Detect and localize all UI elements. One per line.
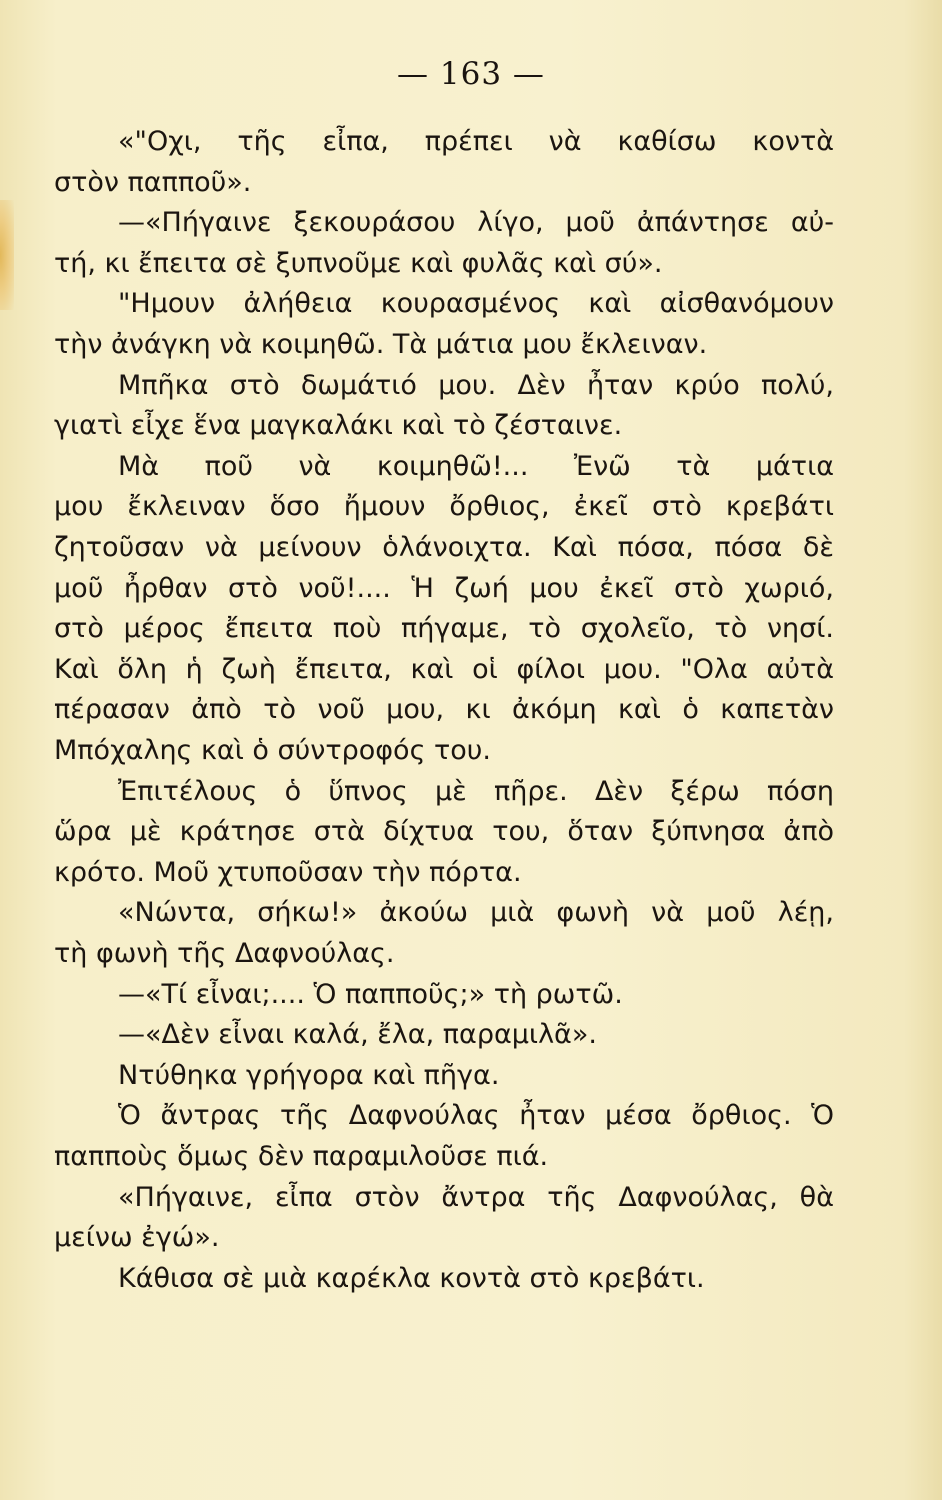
text-line: τὴν ἀνάγκη νὰ κοιμηθῶ. Τὰ μάτια μου ἔκλειναν. (54, 329, 708, 360)
text-line: —«Πήγαινε ξεκουράσου λίγο, μοῦ ἀπάντησε αὐ- (118, 207, 834, 239)
text-line: Μπῆκα στὸ δωμάτιό μου. Δὲν ἦταν κρύο πολύ, (118, 369, 834, 401)
page-edge-stain (0, 200, 14, 310)
text-line: ὥρα μὲ κράτησε στὰ δίχτυα του, ὅταν ξύπνησα ἀπὸ (54, 816, 834, 848)
text-line: παπποὺς ὅμως δὲν παραμιλοῦσε πιά. (54, 1141, 549, 1172)
text-line: Κάθισα σὲ μιὰ καρέκλα κοντὰ στὸ κρεβάτι. (118, 1262, 705, 1294)
text-line: μείνω ἐγώ». (54, 1222, 220, 1254)
text-line: Ντύθηκα γρήγορα καὶ πῆγα. (118, 1059, 500, 1091)
text-line: ζητοῦσαν νὰ μείνουν ὁλάνοιχτα. Καὶ πόσα, πόσα δὲ (54, 532, 834, 563)
text-line: τὴ φωνὴ τῆς Δαφνούλας. (54, 938, 395, 969)
text-line: «"Οχι, τῆς εἶπα, πρέπει νὰ καθίσω κοντὰ (118, 126, 834, 157)
text-line: μοῦ ἦρθαν στὸ νοῦ!.... Ἡ ζωή μου ἐκεῖ στὸ χωριό, (54, 572, 834, 604)
text-line: Καὶ ὅλη ἡ ζωὴ ἔπειτα, καὶ οἱ φίλοι μου. "Ολα αὐτὰ (54, 653, 834, 685)
text-line: —«Δὲν εἶναι καλά, ἔλα, παραμιλᾶ». (118, 1019, 597, 1051)
text-line: τή, κι ἔπειτα σὲ ξυπνοῦμε καὶ φυλᾶς καὶ σύ». (54, 247, 663, 279)
text-line: "Ημουν ἀλήθεια κουρασμένος καὶ αἰσθανόμουν (118, 288, 834, 320)
text-line: στὸ μέρος ἔπειτα ποὺ πήγαμε, τὸ σχολεῖο, τὸ νησί. (54, 613, 834, 645)
text-line: γιατὶ εἶχε ἕνα μαγκαλάκι καὶ τὸ ζέσταινε. (54, 410, 623, 442)
text-line: «Νώντα, σήκω!» ἀκούω μιὰ φωνὴ νὰ μοῦ λέῃ, (118, 897, 834, 929)
text-line: —«Τί εἶναι;.... Ὁ παπποῦς;» τὴ ρωτῶ. (118, 978, 623, 1010)
text-line: πέρασαν ἀπὸ τὸ νοῦ μου, κι ἀκόμη καὶ ὁ καπετὰν (54, 694, 834, 726)
text-line: Ὁ ἄντρας τῆς Δαφνούλας ἦταν μέσα ὄρθιος. Ὁ (118, 1100, 834, 1132)
text-line: μου ἔκλειναν ὅσο ἤμουν ὄρθιος, ἐκεῖ στὸ κρεβάτι (54, 491, 834, 523)
text-line: κρότο. Μοῦ χτυποῦσαν τὴν πόρτα. (54, 856, 522, 888)
text-line: «Πήγαινε, εἶπα στὸν ἄντρα τῆς Δαφνούλας, θὰ (118, 1181, 834, 1213)
text-line: στὸν παπποῦ». (54, 166, 252, 198)
text-line: Ἐπιτέλους ὁ ὕπνος μὲ πῆρε. Δὲν ξέρω πόση (118, 775, 834, 807)
text-line: Μπόχαλης καὶ ὁ σύντροφός του. (54, 735, 491, 766)
page-number: — 163 — (397, 56, 545, 92)
text-line: Μὰ ποῦ νὰ κοιμηθῶ!... Ἐνῶ τὰ μάτια (118, 450, 834, 482)
